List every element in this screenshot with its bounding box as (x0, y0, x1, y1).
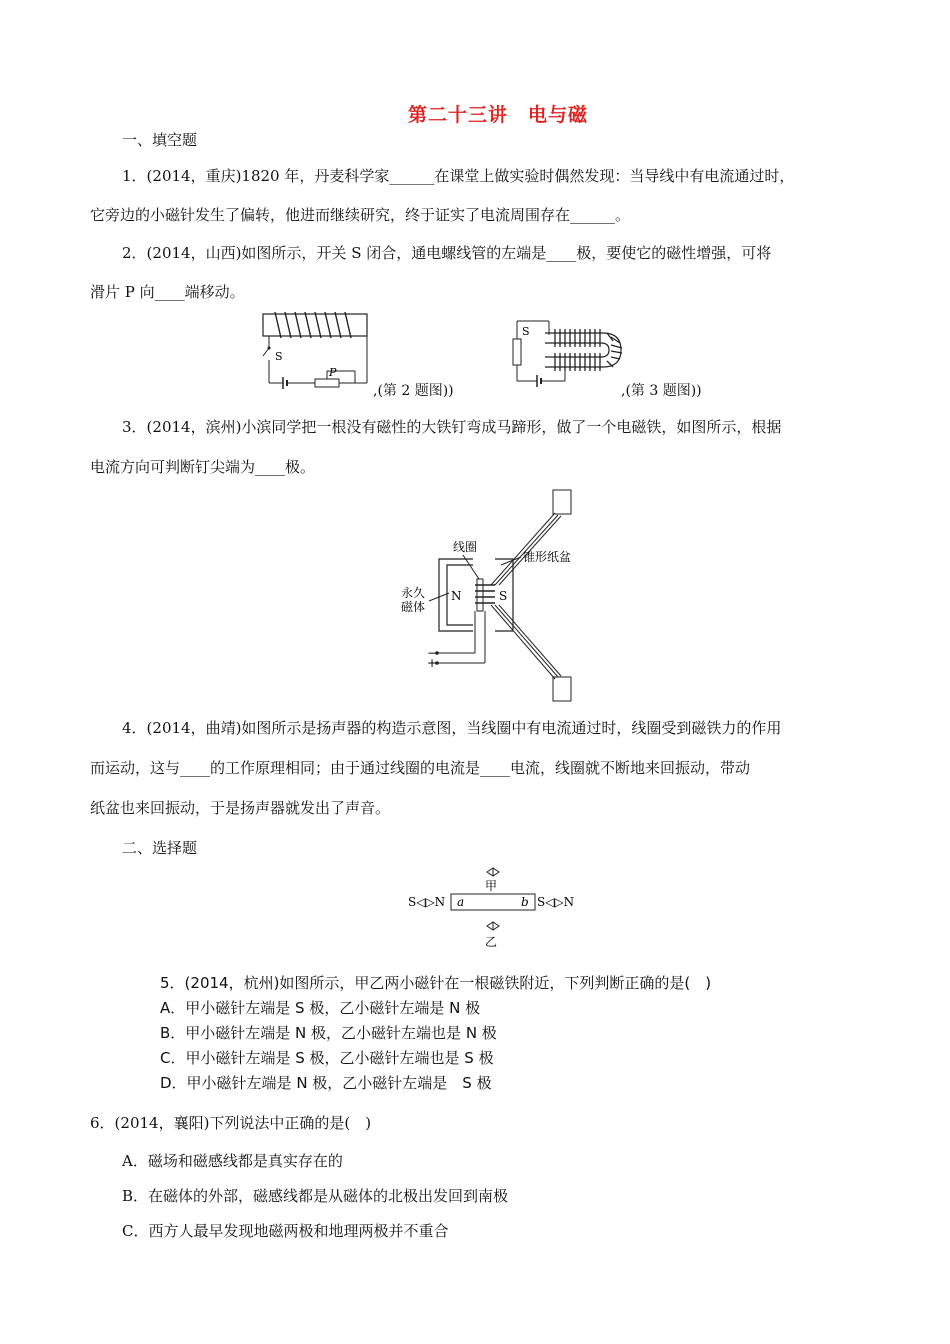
fig4-cone-label: 锥形纸盆 (523, 550, 572, 564)
fig4-plus-label: + (427, 656, 438, 670)
figure-3-caption: ,(第 3 题图)) (621, 383, 702, 399)
fig2-slider-label: P (329, 366, 337, 379)
question-5-option-c: C．甲小磁针左端是 S 极，乙小磁针左端也是 S 极 (160, 1049, 494, 1067)
figure-4-loudspeaker-diagram (395, 485, 580, 705)
fig4-magnet-label-1: 永久 (401, 586, 426, 600)
figure-2-solenoid-circuit (255, 308, 375, 398)
fig5-right-needle: S◁▷N (537, 895, 575, 909)
question-5-option-b: B．甲小磁针左端是 N 极，乙小磁针左端也是 N 极 (160, 1024, 497, 1042)
fig5-jia-label: 甲 (485, 879, 498, 893)
question-5-stem: 5．(2014，杭州)如图所示，甲乙两小磁针在一根磁铁附近，下列判断正确的是( ) (160, 974, 712, 992)
question-1-line-1: 1．(2014，重庆)1820 年，丹麦科学家______在课堂上做实验时偶然发现：当导线中有电流通过时， (122, 167, 795, 185)
question-4-line-3: 纸盆也来回振动，于是扬声器就发出了声音。 (90, 799, 391, 817)
fig5-yi-label: 乙 (485, 935, 498, 949)
question-4-line-1: 4．(2014，曲靖)如图所示是扬声器的构造示意图，当线圈中有电流通过时，线圈受到磁铁力的作用 (122, 719, 782, 737)
fig4-south-label: S (499, 589, 508, 603)
question-3-line-1: 3．(2014，滨州)小滨同学把一根没有磁性的大铁钉弯成马蹄形，做了一个电磁铁，如图所示，根据 (122, 418, 782, 436)
question-5-option-a: A．甲小磁针左端是 S 极，乙小磁针左端是 N 极 (160, 999, 481, 1017)
figure-2-caption: ,(第 2 题图)) (373, 383, 454, 399)
page-title: 第二十三讲 电与磁 (407, 104, 588, 126)
section-heading-multiple-choice: 二、选择题 (122, 839, 198, 857)
question-6-option-b: B．在磁体的外部，磁感线都是从磁体的北极出发回到南极 (122, 1187, 509, 1205)
fig4-magnet-label-2: 磁体 (401, 600, 426, 614)
fig5-end-b-label: b (521, 895, 529, 909)
question-4-line-2: 而运动，这与____的工作原理相同；由于通过线圈的电流是____电流，线圈就不断地来回振动，带动 (90, 759, 751, 777)
question-2-line-1: 2．(2014，山西)如图所示，开关 S 闭合，通电螺线管的左端是____极，要使它的磁性增强，可将 (122, 244, 772, 262)
figure-5-bar-magnet-needles (405, 866, 590, 950)
fig4-minus-label: − (427, 646, 438, 660)
fig4-coil-label: 线圈 (453, 540, 478, 554)
question-2-line-2: 滑片 P 向____端移动。 (90, 283, 245, 301)
section-heading-fill-blank: 一、填空题 (122, 131, 198, 149)
question-3-line-2: 电流方向可判断钉尖端为____极。 (90, 458, 316, 476)
question-6-stem: 6．(2014，襄阳)下列说法中正确的是( ) (90, 1114, 372, 1132)
fig3-switch-label: S (522, 325, 530, 338)
fig5-end-a-label: a (457, 895, 465, 909)
fig2-switch-label: S (275, 350, 283, 363)
fig5-left-needle: S◁▷N (408, 895, 446, 909)
question-1-line-2: 它旁边的小磁针发生了偏转，他进而继续研究，终于证实了电流周围存在______。 (90, 206, 631, 224)
question-6-option-a: A．磁场和磁感线都是真实存在的 (122, 1152, 343, 1170)
question-5-option-d: D．甲小磁针左端是 N 极，乙小磁针左端是 S 极 (160, 1074, 492, 1092)
question-6-option-c: C．西方人最早发现地磁两极和地理两极并不重合 (122, 1222, 449, 1240)
fig4-north-label: N (451, 589, 462, 603)
figure-3-horseshoe-electromagnet (505, 315, 630, 390)
